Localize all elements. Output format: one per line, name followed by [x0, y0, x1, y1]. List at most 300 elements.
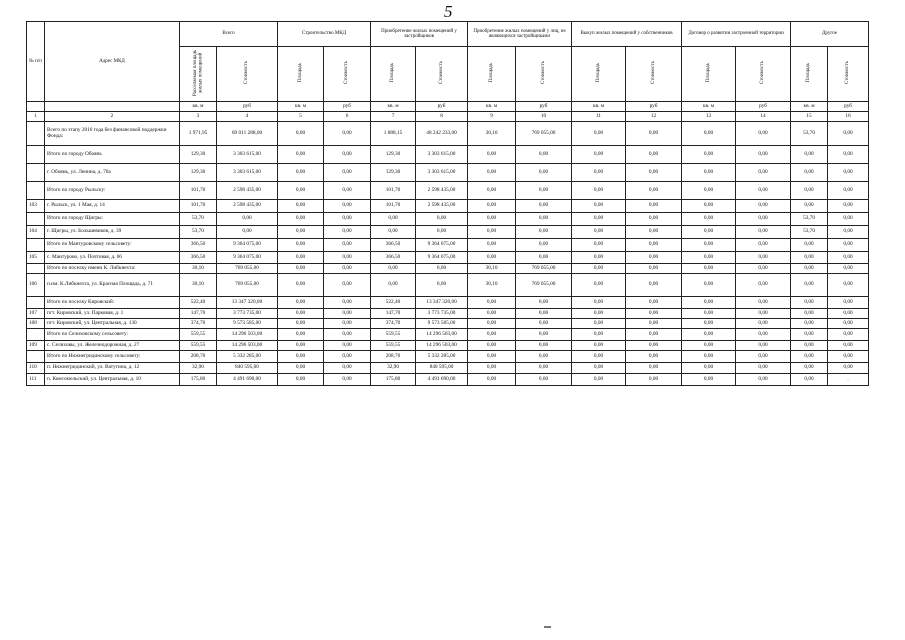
value-cell: 3 303 615,00	[416, 146, 468, 164]
value-cell: 1 888,15	[371, 122, 416, 146]
value-cell: 0,00	[626, 274, 682, 297]
value-cell: 0,00	[791, 297, 828, 309]
row-address: пгт. Кировский, ул. Парковая, д. 1	[45, 309, 180, 319]
value-cell: 14 296 503,00	[217, 341, 278, 351]
value-cell: 0,00	[736, 363, 791, 374]
value-cell: 0,00	[736, 309, 791, 319]
value-cell: 0,00	[516, 146, 572, 164]
value-cell: 69 011 288,00	[217, 122, 278, 146]
column-number-cell: 1	[27, 112, 45, 122]
value-cell: 0,00	[736, 146, 791, 164]
value-cell: 0,00	[791, 309, 828, 319]
value-cell: 0,00	[736, 297, 791, 309]
row-number	[27, 239, 45, 252]
value-cell: 0,00	[682, 351, 736, 363]
value-cell: 0,00	[791, 264, 828, 274]
value-cell: 0,00	[516, 182, 572, 200]
value-cell: 0,00	[736, 213, 791, 226]
unit-cell: кв. м	[682, 102, 736, 112]
value-cell: 0,00	[572, 182, 626, 200]
column-number-cell: 12	[626, 112, 682, 122]
value-cell: 0,00	[516, 341, 572, 351]
value-cell: 0,00	[572, 239, 626, 252]
row-address: Итого по городу Щигры:	[45, 213, 180, 226]
value-cell: 0,00	[516, 239, 572, 252]
value-cell: 0,00	[572, 319, 626, 329]
value-cell: 0,00	[371, 213, 416, 226]
header-group-buy-non-developers: Приобретение жилых помещений у лиц, не являющихся застройщиками	[468, 22, 572, 47]
value-cell: 0,00	[682, 274, 736, 297]
table-body	[27, 122, 869, 386]
row-number: 104	[27, 226, 45, 239]
value-cell: 4 491 690,00	[217, 374, 278, 386]
header-group-development: Договор о развитии застроенной территории	[682, 22, 791, 47]
header-group-buy-developers: Приобретение жилых помещений у застройщиков	[371, 22, 468, 47]
value-cell: 0,00	[682, 182, 736, 200]
value-cell: 0,00	[682, 329, 736, 341]
value-cell: 101,70	[180, 182, 217, 200]
value-cell: 0,00	[572, 297, 626, 309]
value-cell: 0,00	[626, 319, 682, 329]
value-cell: 0,00	[626, 329, 682, 341]
value-cell: 0,00	[217, 213, 278, 226]
table-row	[27, 264, 869, 274]
value-cell: 129,30	[180, 164, 217, 182]
row-address: Итого по Селиховскому сельсовету:	[45, 329, 180, 341]
value-cell: 1 971,95	[180, 122, 217, 146]
row-number: 107	[27, 309, 45, 319]
value-cell: 0,00	[516, 200, 572, 213]
value-cell: 0,00	[572, 200, 626, 213]
value-cell: 0,00	[324, 264, 371, 274]
value-cell: 0,00	[371, 226, 416, 239]
value-cell: 0,00	[278, 200, 324, 213]
subheader-cost: Стоимость	[344, 61, 350, 85]
value-cell: 0,00	[278, 213, 324, 226]
value-cell: 0,00	[572, 252, 626, 264]
value-cell: 0,00	[791, 319, 828, 329]
value-cell: 559,55	[180, 341, 217, 351]
value-cell: 0,00	[626, 264, 682, 274]
value-cell: 0,00	[626, 252, 682, 264]
value-cell: 0,00	[626, 182, 682, 200]
value-cell: 0,00	[371, 264, 416, 274]
value-cell: 3 303 615,00	[217, 146, 278, 164]
value-cell: 0,00	[572, 122, 626, 146]
value-cell: 0,00	[736, 200, 791, 213]
value-cell: 0,00	[736, 329, 791, 341]
value-cell: 0,00	[682, 164, 736, 182]
table-row	[27, 319, 869, 329]
unit-cell: руб	[828, 102, 869, 112]
value-cell: 0,00	[217, 226, 278, 239]
value-cell: 9 573 585,00	[217, 319, 278, 329]
table-row	[27, 200, 869, 213]
value-cell: 522,40	[371, 297, 416, 309]
unit-cell: руб	[626, 102, 682, 112]
value-cell: 101,70	[371, 182, 416, 200]
table-row	[27, 274, 869, 297]
value-cell: 0,00	[828, 182, 869, 200]
value-cell: 0,00	[736, 164, 791, 182]
row-number	[27, 164, 45, 182]
value-cell: 129,30	[371, 146, 416, 164]
value-cell: 30,10	[468, 274, 516, 297]
value-cell: 4 491 690,00	[416, 374, 468, 386]
value-cell: 0,00	[278, 374, 324, 386]
value-cell: 0,00	[324, 274, 371, 297]
value-cell: 0,00	[791, 341, 828, 351]
subheader-cost: Стоимость	[244, 61, 250, 85]
row-number: 105	[27, 252, 45, 264]
value-cell: 0,00	[828, 329, 869, 341]
value-cell: 5 332 285,00	[217, 351, 278, 363]
value-cell: 0,00	[516, 164, 572, 182]
value-cell: 0,00	[828, 341, 869, 351]
value-cell: 9 573 585,00	[416, 319, 468, 329]
value-cell: 0,00	[791, 374, 828, 386]
value-cell: 14 296 503,00	[416, 341, 468, 351]
column-number-cell: 16	[828, 112, 869, 122]
value-cell: 0,00	[682, 252, 736, 264]
row-number: 109	[27, 341, 45, 351]
value-cell: 0,00	[572, 146, 626, 164]
value-cell: 0,00	[324, 164, 371, 182]
unit-cell: руб	[416, 102, 468, 112]
value-cell: 769 055,00	[516, 122, 572, 146]
value-cell: 0,00	[324, 226, 371, 239]
value-cell: 2 598 435,00	[217, 200, 278, 213]
value-cell: 0,00	[324, 329, 371, 341]
value-cell: 101,70	[180, 200, 217, 213]
value-cell: 0,00	[278, 122, 324, 146]
value-cell: 0,00	[682, 374, 736, 386]
table-row	[27, 146, 869, 164]
value-cell: 3 773 735,00	[416, 309, 468, 319]
value-cell: 0,00	[324, 122, 371, 146]
table-row	[27, 374, 869, 386]
value-cell: 0,00	[682, 264, 736, 274]
column-number-row	[27, 112, 869, 122]
row-number: 108	[27, 319, 45, 329]
value-cell: 0,00	[572, 329, 626, 341]
value-cell: 0,00	[791, 164, 828, 182]
row-address: пгт. Кировский, ул. Центральная, д. 130	[45, 319, 180, 329]
header-group-other: Другое	[791, 22, 869, 47]
value-cell: 0,00	[278, 297, 324, 309]
value-cell: 0,00	[736, 341, 791, 351]
value-cell: 0,00	[736, 122, 791, 146]
value-cell: 522,40	[180, 297, 217, 309]
value-cell: 30,10	[180, 274, 217, 297]
row-address: Всего по этапу 2016 года без финансовой поддержки Фонда:	[45, 122, 180, 146]
value-cell: 208,70	[180, 351, 217, 363]
value-cell: 0,00	[278, 329, 324, 341]
row-number	[27, 122, 45, 146]
subheader-area: Площадь	[705, 62, 711, 83]
header-group-construction: Строительство МКД	[278, 22, 371, 47]
row-address: Итого по поселку имени К. Либкнехта:	[45, 264, 180, 274]
table-row	[27, 122, 869, 146]
value-cell: 0,00	[682, 309, 736, 319]
row-address: с. Селиховы, ул. Железнодорожная, д. 27	[45, 341, 180, 351]
row-address: Итого по Нижнегридинскому сельсовету:	[45, 351, 180, 363]
value-cell: 0,00	[736, 182, 791, 200]
value-cell: 0,00	[791, 329, 828, 341]
table-row	[27, 226, 869, 239]
value-cell: 30,10	[180, 264, 217, 274]
value-cell: 0,00	[626, 146, 682, 164]
row-address: Итого по Мантуровскому сельсовету:	[45, 239, 180, 252]
value-cell: 0,00	[416, 274, 468, 297]
value-cell: 0,00	[682, 297, 736, 309]
value-cell: 0,00	[572, 213, 626, 226]
row-number: 103	[27, 200, 45, 213]
value-cell: 0,00	[468, 341, 516, 351]
value-cell: 0,00	[682, 122, 736, 146]
value-cell: 3 303 615,00	[416, 164, 468, 182]
value-cell: 0,00	[682, 363, 736, 374]
value-cell: 769 055,00	[516, 274, 572, 297]
value-cell: 0,00	[278, 182, 324, 200]
value-cell: 53,70	[791, 213, 828, 226]
value-cell: 0,00	[791, 363, 828, 374]
row-number	[27, 329, 45, 341]
value-cell: 0,00	[324, 213, 371, 226]
header-address: Адрес МКД	[45, 22, 180, 102]
row-number	[27, 213, 45, 226]
value-cell: 0,00	[468, 351, 516, 363]
value-cell: 30,10	[468, 122, 516, 146]
row-address: г. Обоянь, ул. Ленина, д. 70а	[45, 164, 180, 182]
value-cell: 9 364 075,00	[416, 239, 468, 252]
value-cell: 14 296 503,00	[416, 329, 468, 341]
unit-cell: руб	[736, 102, 791, 112]
resettlement-table	[26, 21, 869, 386]
table-row	[27, 351, 869, 363]
value-cell: 769 055,00	[217, 274, 278, 297]
value-cell: 0,00	[468, 200, 516, 213]
value-cell: 30,10	[468, 264, 516, 274]
value-cell: 769 055,00	[516, 264, 572, 274]
value-cell: 0,00	[324, 182, 371, 200]
row-number: 111	[27, 374, 45, 386]
value-cell: 0,00	[278, 146, 324, 164]
header-group-total: Всего	[180, 22, 278, 47]
value-cell: 129,30	[371, 164, 416, 182]
value-cell: 0,00	[416, 226, 468, 239]
value-cell: 0,00	[468, 146, 516, 164]
value-cell: 2 598 435,00	[416, 200, 468, 213]
column-number-cell: 3	[180, 112, 217, 122]
value-cell: 9 364 075,00	[217, 252, 278, 264]
row-number: 110	[27, 363, 45, 374]
value-cell: 0,00	[516, 297, 572, 309]
row-number	[27, 297, 45, 309]
unit-cell: кв. м	[572, 102, 626, 112]
value-cell: 0,00	[572, 274, 626, 297]
column-number-cell: 11	[572, 112, 626, 122]
value-cell: 0,00	[828, 319, 869, 329]
subheader-area: Площадь	[806, 62, 812, 83]
value-cell: 32,90	[371, 363, 416, 374]
value-cell: 3 773 735,00	[217, 309, 278, 319]
value-cell: 0,00	[682, 239, 736, 252]
page-number: 5	[444, 2, 453, 21]
value-cell: 0,00	[682, 146, 736, 164]
value-cell: 32,90	[180, 363, 217, 374]
row-address: п. Комсомольский, ул. Центральная, д. 10	[45, 374, 180, 386]
value-cell: 14 296 503,00	[217, 329, 278, 341]
value-cell: 0,00	[626, 351, 682, 363]
unit-cell: кв. м	[278, 102, 324, 112]
value-cell: 0,00	[278, 363, 324, 374]
value-cell: 0,00	[572, 341, 626, 351]
table-row	[27, 329, 869, 341]
column-number-cell: 10	[516, 112, 572, 122]
value-cell: 0,00	[572, 164, 626, 182]
value-cell: 208,70	[371, 351, 416, 363]
value-cell: 175,80	[180, 374, 217, 386]
table-row	[27, 239, 869, 252]
value-cell: 0,00	[371, 274, 416, 297]
value-cell: 0,00	[468, 226, 516, 239]
table-row	[27, 252, 869, 264]
column-number-cell: 8	[416, 112, 468, 122]
value-cell: 0,00	[828, 264, 869, 274]
value-cell: 0,00	[324, 363, 371, 374]
row-number	[27, 351, 45, 363]
subheader-area: Площадь	[488, 62, 494, 83]
value-cell: 0,00	[468, 182, 516, 200]
value-cell: 0,00	[626, 239, 682, 252]
value-cell: 9 364 075,00	[217, 239, 278, 252]
column-number-cell: 15	[791, 112, 828, 122]
value-cell: 0,00	[516, 319, 572, 329]
row-address: г. Рыльск, ул. 1 Мая, д. 14	[45, 200, 180, 213]
value-cell: 559,55	[180, 329, 217, 341]
value-cell: 0,00	[572, 309, 626, 319]
value-cell: 48 242 233,00	[416, 122, 468, 146]
value-cell: 0,00	[278, 252, 324, 264]
value-cell: 0,00	[736, 252, 791, 264]
value-cell: 0,00	[828, 122, 869, 146]
value-cell: 366,50	[180, 239, 217, 252]
value-cell: 0,00	[791, 182, 828, 200]
value-cell: 0,00	[572, 226, 626, 239]
value-cell: 374,70	[180, 319, 217, 329]
value-cell: 0,00	[828, 200, 869, 213]
subheader-cost: Стоимость	[760, 61, 766, 85]
row-number: 106	[27, 274, 45, 297]
value-cell: 0,00	[682, 341, 736, 351]
value-cell: 0,00	[791, 351, 828, 363]
value-cell: 769 055,00	[217, 264, 278, 274]
subheader-area: Площадь	[595, 62, 601, 83]
value-cell: 0,00	[468, 213, 516, 226]
units-row	[27, 102, 869, 112]
row-address: Итого по городу Рыльску:	[45, 182, 180, 200]
value-cell: 366,50	[371, 239, 416, 252]
subheader-cost: Стоимость	[845, 61, 851, 85]
value-cell: 147,70	[180, 309, 217, 319]
value-cell: 0,00	[828, 351, 869, 363]
value-cell: 0,00	[626, 200, 682, 213]
value-cell: 2 598 435,00	[217, 182, 278, 200]
value-cell: 0,00	[736, 319, 791, 329]
subheader-cost: Стоимость	[438, 61, 444, 85]
value-cell: 0,00	[324, 297, 371, 309]
value-cell: 129,30	[180, 146, 217, 164]
value-cell: 0,00	[626, 341, 682, 351]
value-cell: 840 595,00	[217, 363, 278, 374]
value-cell: 0,00	[468, 309, 516, 319]
value-cell: 0,00	[324, 319, 371, 329]
value-cell: 0,00	[572, 351, 626, 363]
value-cell: 0,00	[626, 363, 682, 374]
value-cell: 0,00	[468, 363, 516, 374]
value-cell: 0,00	[736, 226, 791, 239]
value-cell: 0,00	[626, 226, 682, 239]
value-cell: 53,70	[180, 213, 217, 226]
value-cell: 0,00	[828, 146, 869, 164]
value-cell: 374,70	[371, 319, 416, 329]
value-cell: 0,00	[572, 264, 626, 274]
value-cell: 0,00	[626, 122, 682, 146]
column-number-cell: 2	[45, 112, 180, 122]
value-cell: 0,00	[324, 309, 371, 319]
value-cell: 53,70	[791, 122, 828, 146]
unit-cell: кв. м	[468, 102, 516, 112]
row-address: Итого по поселку Кировский:	[45, 297, 180, 309]
value-cell: 0,00	[278, 274, 324, 297]
value-cell: 0,00	[626, 309, 682, 319]
unit-cell: руб	[217, 102, 278, 112]
unit-cell: руб	[324, 102, 371, 112]
value-cell: 0,00	[626, 374, 682, 386]
value-cell: 0,00	[468, 329, 516, 341]
value-cell: 0,00	[468, 297, 516, 309]
row-number	[27, 264, 45, 274]
unit-cell: кв. м	[371, 102, 416, 112]
value-cell: 0,00	[736, 351, 791, 363]
unit-cell: руб	[516, 102, 572, 112]
column-number-cell: 9	[468, 112, 516, 122]
value-cell: 0,00	[682, 226, 736, 239]
value-cell: 0,00	[626, 213, 682, 226]
value-cell: 0,00	[278, 309, 324, 319]
value-cell: 0,00	[516, 252, 572, 264]
value-cell: 0,00	[828, 297, 869, 309]
value-cell: 0,00	[516, 213, 572, 226]
value-cell: 0,00	[736, 374, 791, 386]
value-cell: 840 595,00	[416, 363, 468, 374]
value-cell: 0,00	[416, 264, 468, 274]
value-cell: 0,00	[791, 146, 828, 164]
value-cell: 0,00	[828, 274, 869, 297]
value-cell: 0,00	[468, 252, 516, 264]
value-cell: 0,00	[828, 239, 869, 252]
value-cell: 0,00	[572, 363, 626, 374]
unit-cell: кв. м	[791, 102, 828, 112]
value-cell: 0,00	[516, 309, 572, 319]
value-cell: 559,55	[371, 329, 416, 341]
value-cell: 0,00	[682, 213, 736, 226]
value-cell: 0,00	[516, 329, 572, 341]
value-cell: 0,00	[278, 164, 324, 182]
value-cell: 53,70	[180, 226, 217, 239]
value-cell: 0,00	[736, 239, 791, 252]
